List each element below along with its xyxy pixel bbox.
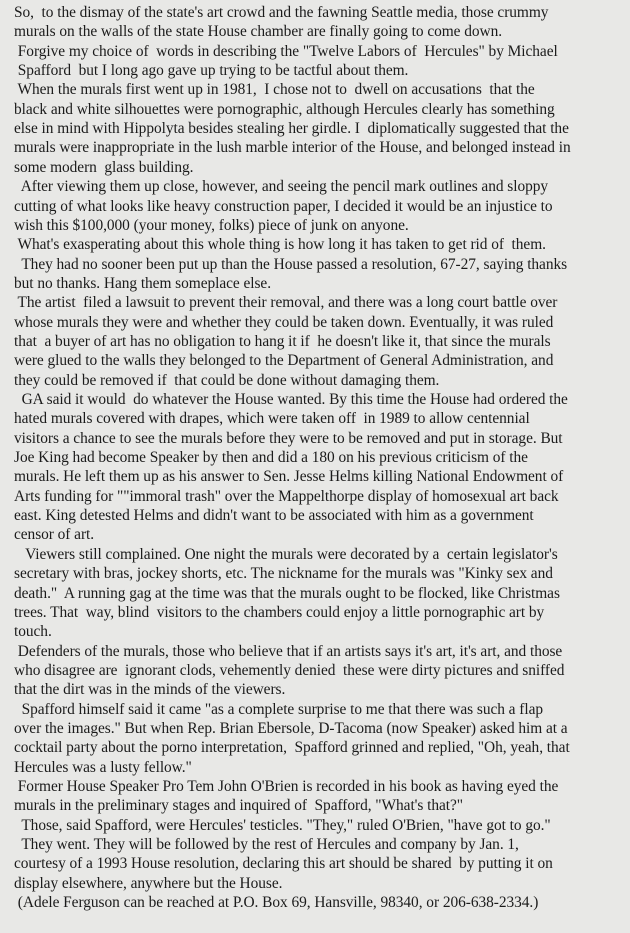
article-line: Joe King had become Speaker by then and did a 180 on his previous criticism of the <box>14 449 528 467</box>
article-line: Viewers still complained. One night the murals were decorated by a certain legislator's <box>14 545 558 563</box>
article-line: they could be removed if that could be done without damaging them. <box>14 371 440 389</box>
article-line: murals. He left them up as his answer to Sen. Jesse Helms killing National Endowment of <box>14 468 564 486</box>
article-line: trees. That way, blind visitors to the chambers could enjoy a little pornographic art by <box>14 603 545 621</box>
article-line: Forgive my choice of words in describing the "Twelve Labors of Hercules" by Michael <box>14 42 558 60</box>
article-line: Those, said Spafford, were Hercules' testicles. "They," ruled O'Brien, "have got to go." <box>14 816 551 834</box>
article-line: touch. <box>14 623 52 641</box>
article-line: cutting of what looks like heavy construction paper, I decided it would be an injustice to <box>14 197 553 215</box>
article-line: else in mind with Hippolyta besides stealing her girdle. I diplomatically suggested that the <box>14 120 569 138</box>
article-line: visitors a chance to see the murals before they were to be removed and put in storage. But <box>14 429 563 447</box>
article-line: (Adele Ferguson can be reached at P.O. Box 69, Hansville, 98340, or 206-638-2334.) <box>14 894 539 912</box>
article-line: murals were inappropriate in the lush marble interior of the House, and belonged instead in <box>14 139 571 157</box>
article-line: who disagree are ignorant clods, vehemently denied these were dirty pictures and sniffed <box>14 661 565 679</box>
article-line: What's exasperating about this whole thing is how long it has taken to get rid of them. <box>14 236 546 254</box>
article-line: censor of art. <box>14 526 95 544</box>
article-line: wish this $100,000 (your money, folks) piece of junk on anyone. <box>14 216 409 234</box>
article-line: murals on the walls of the state House chamber are finally going to come down. <box>14 23 503 41</box>
article-line: Hercules was a lusty fellow." <box>14 758 192 776</box>
article-line: Defenders of the murals, those who believe that if an artists says it's art, it's art, and those <box>14 642 563 660</box>
article-line: secretary with bras, jockey shorts, etc. The nickname for the murals was "Kinky sex and <box>14 565 553 583</box>
article-line: that the dirt was in the minds of the viewers. <box>14 681 286 699</box>
article-line: Former House Speaker Pro Tem John O'Brien is recorded in his book as having eyed the <box>14 778 559 795</box>
article-line: display elsewhere, anywhere but the House. <box>14 874 283 892</box>
article-line: death." A running gag at the time was that the murals ought to be flocked, like Christmas <box>14 584 560 602</box>
article-line: Arts funding for ""immoral trash" over the Mappelthorpe display of homosexual art back <box>14 487 559 505</box>
article-line: but no thanks. Hang them someplace else. <box>14 274 272 292</box>
article-line: murals in the preliminary stages and inquired of Spafford, "What's that?" <box>14 797 464 815</box>
article-line: GA said it would do whatever the House wanted. By this time the House had ordered the <box>14 391 568 408</box>
article-line: some modern glass building. <box>14 158 194 176</box>
article-line: black and white silhouettes were pornographic, although Hercules clearly has something <box>14 100 555 118</box>
article-line: cocktail party about the porno interpretation, Spafford grinned and replied, "Oh, yeah, that <box>14 739 570 757</box>
article-line: courtesy of a 1993 House resolution, declaring this art should be shared by putting it on <box>14 855 553 873</box>
article-line: Spafford but I long ago gave up trying to be tactful about them. <box>14 62 409 80</box>
article-line: hated murals covered with drapes, which were taken off in 1989 to allow centennial <box>14 410 530 428</box>
article-line: They had no sooner been put up than the House passed a resolution, 67-27, saying thanks <box>14 255 568 273</box>
article-line: over the images." But when Rep. Brian Ebersole, D-Tacoma (now Speaker) asked him at a <box>14 719 568 737</box>
article-line: They went. They will be followed by the rest of Hercules and company by Jan. 1, <box>14 836 519 854</box>
article-line: Spafford himself said it came "as a complete surprise to me that there was such a flap <box>14 700 543 718</box>
article-line: After viewing them up close, however, and seeing the pencil mark outlines and sloppy <box>14 178 549 196</box>
article-line: that a buyer of art has no obligation to hang it if he doesn't like it, that since the murals <box>14 332 551 350</box>
article-line: east. King detested Helms and didn't want to be associated with him as a government <box>14 507 534 525</box>
article-line: The artist filed a lawsuit to prevent their removal, and there was a long court battle over <box>14 294 558 312</box>
article-line: When the murals first went up in 1981, I chose not to dwell on accusations that the <box>14 81 535 99</box>
article-line: So, to the dismay of the state's art crowd and the fawning Seattle media, those crummy <box>14 4 549 21</box>
article-line: were glued to the walls they belonged to the Department of General Administration, and <box>14 352 554 370</box>
article-line: whose murals they were and whether they could be taken down. Eventually, it was ruled <box>14 313 554 331</box>
